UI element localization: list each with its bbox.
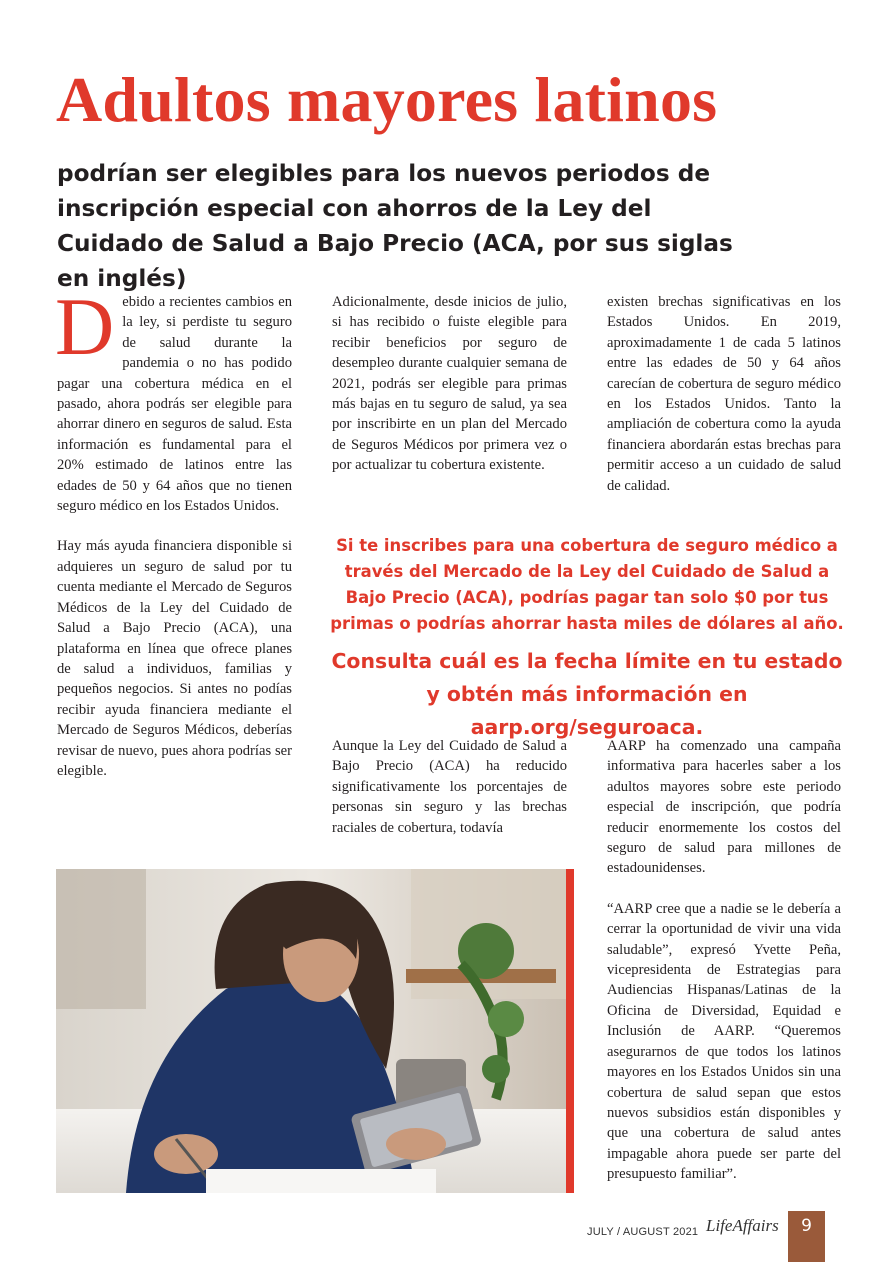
callout-text: Si te inscribes para una cobertura de seguro médico a través del Mercado de la Ley del Cuidado de Salud a Bajo Precio (ACA), podrías pagar tan solo $0 por tus primas o podrías ahorrar hasta miles de dólares al año. [330, 536, 844, 633]
issue-date: JULY / AUGUST 2021 [587, 1226, 699, 1238]
paragraph-financial-help: Hay más ayuda financiera disponible si adquieres un seguro de salud por tu cuenta mediante el Mercado de Seguros Médicos de la Ley del Cuidado de Salud a Bajo Precio (ACA), una plataforma en línea que ofrece planes de salud a individuos, familias y pequeños negocios. Si antes no podías recibir ayuda financiera mediante el Mercado de Seguros Médicos, deberías revisar de nuevo, pues ahora podrías ser elegible. [57, 538, 292, 779]
woman-with-tablet-photo [56, 869, 574, 1193]
column-2-bottom [332, 736, 567, 838]
column-1 [55, 281, 292, 781]
article-subtitle: podrían ser elegibles para los nuevos periodos de inscripción especial con ahorros de la Ley del Cuidado de Salud a Bajo Precio (ACA, por sus siglas en inglés) [57, 160, 733, 292]
drop-cap: D [55, 281, 115, 372]
paragraph-unemployment: Adicionalmente, desde inicios de julio, si has recibido o fuiste elegible para recibir beneficios por seguro de desempleo durante cualquier semana de 2021, podrás ser elegible para primas más bajas en tu seguro de salud, ya sea por inscribirte en un plan del Mercado de Seguros Médicos por primera vez o por actualizar tu cobertura existente. [332, 294, 567, 474]
callout-box [330, 533, 844, 744]
callout-cta [330, 645, 844, 744]
accent-bar [566, 869, 574, 1193]
intro-text: ebido a recientes cambios en la ley, si perdiste tu seguro de salud durante la pandemia o no has podido pagar una cobertura médica en el pasado, ahora podrás ser elegible para ahorrar dinero en seguros de salud. Esta información es fundamental para el 20% estimado de latinos entre las edades de 50 y 64 años que no tienen seguro médico en los Estados Unidos. [57, 294, 292, 515]
paragraph-quote: “AARP cree que a nadie se le debería a cerrar la oportunidad de vivir una vida saludable”, expresó Yvette Peña, vicepresidenta de Estrategias para Audiencias Hispanas/Latinas de la Oficina de Diversidad, Equidad e Inclusión de AARP. “Queremos asegurarnos de que todos los latinos mayores en los Estados Unidos sin una cobertura de salud sepan que estos nuevos subsidios están disponibles y que una cobertura de salud antes impagable ahora puede ser parte del presupuesto familiar”. [607, 900, 841, 1183]
page-number: 9 [788, 1211, 825, 1262]
column-3-bottom [607, 736, 841, 1185]
photo-illustration [56, 869, 574, 1193]
intro-paragraph [55, 281, 292, 516]
paragraph-gaps: existen brechas significativas en los Estados Unidos. En 2019, aproximadamente 1 de cada 5 latinos entre las edades de 50 y 64 años carecían de cobertura de seguro médico en los Estados Unidos. Tanto la ampliación de cobertura como la ayuda financiera abordarán estas brechas para permitir acceso a un cuidado de salud de calidad. [607, 294, 841, 494]
column-2-top [332, 292, 567, 476]
article-title: Adultos mayores latinos [56, 64, 718, 135]
callout-cta-link[interactable]: y obtén más información en aarp.org/seguroaca. [426, 682, 748, 739]
callout-cta-line1: Consulta cuál es la fecha límite en tu estado [331, 649, 843, 673]
column-3-top [607, 292, 841, 496]
magazine-logo: LifeAffairs [706, 1216, 779, 1235]
paragraph-aca-reduced: Aunque la Ley del Cuidado de Salud a Bajo Precio (ACA) ha reducido significativamente los porcentajes de personas sin seguro y las brechas raciales de cobertura, todavía [332, 738, 567, 836]
paragraph-campaign: AARP ha comenzado una campaña informativa para hacerles saber a los adultos mayores sobre este periodo especial de inscripción, que podría reducir enormemente los costos del seguro de salud para millones de estadounidenses. [607, 738, 841, 877]
